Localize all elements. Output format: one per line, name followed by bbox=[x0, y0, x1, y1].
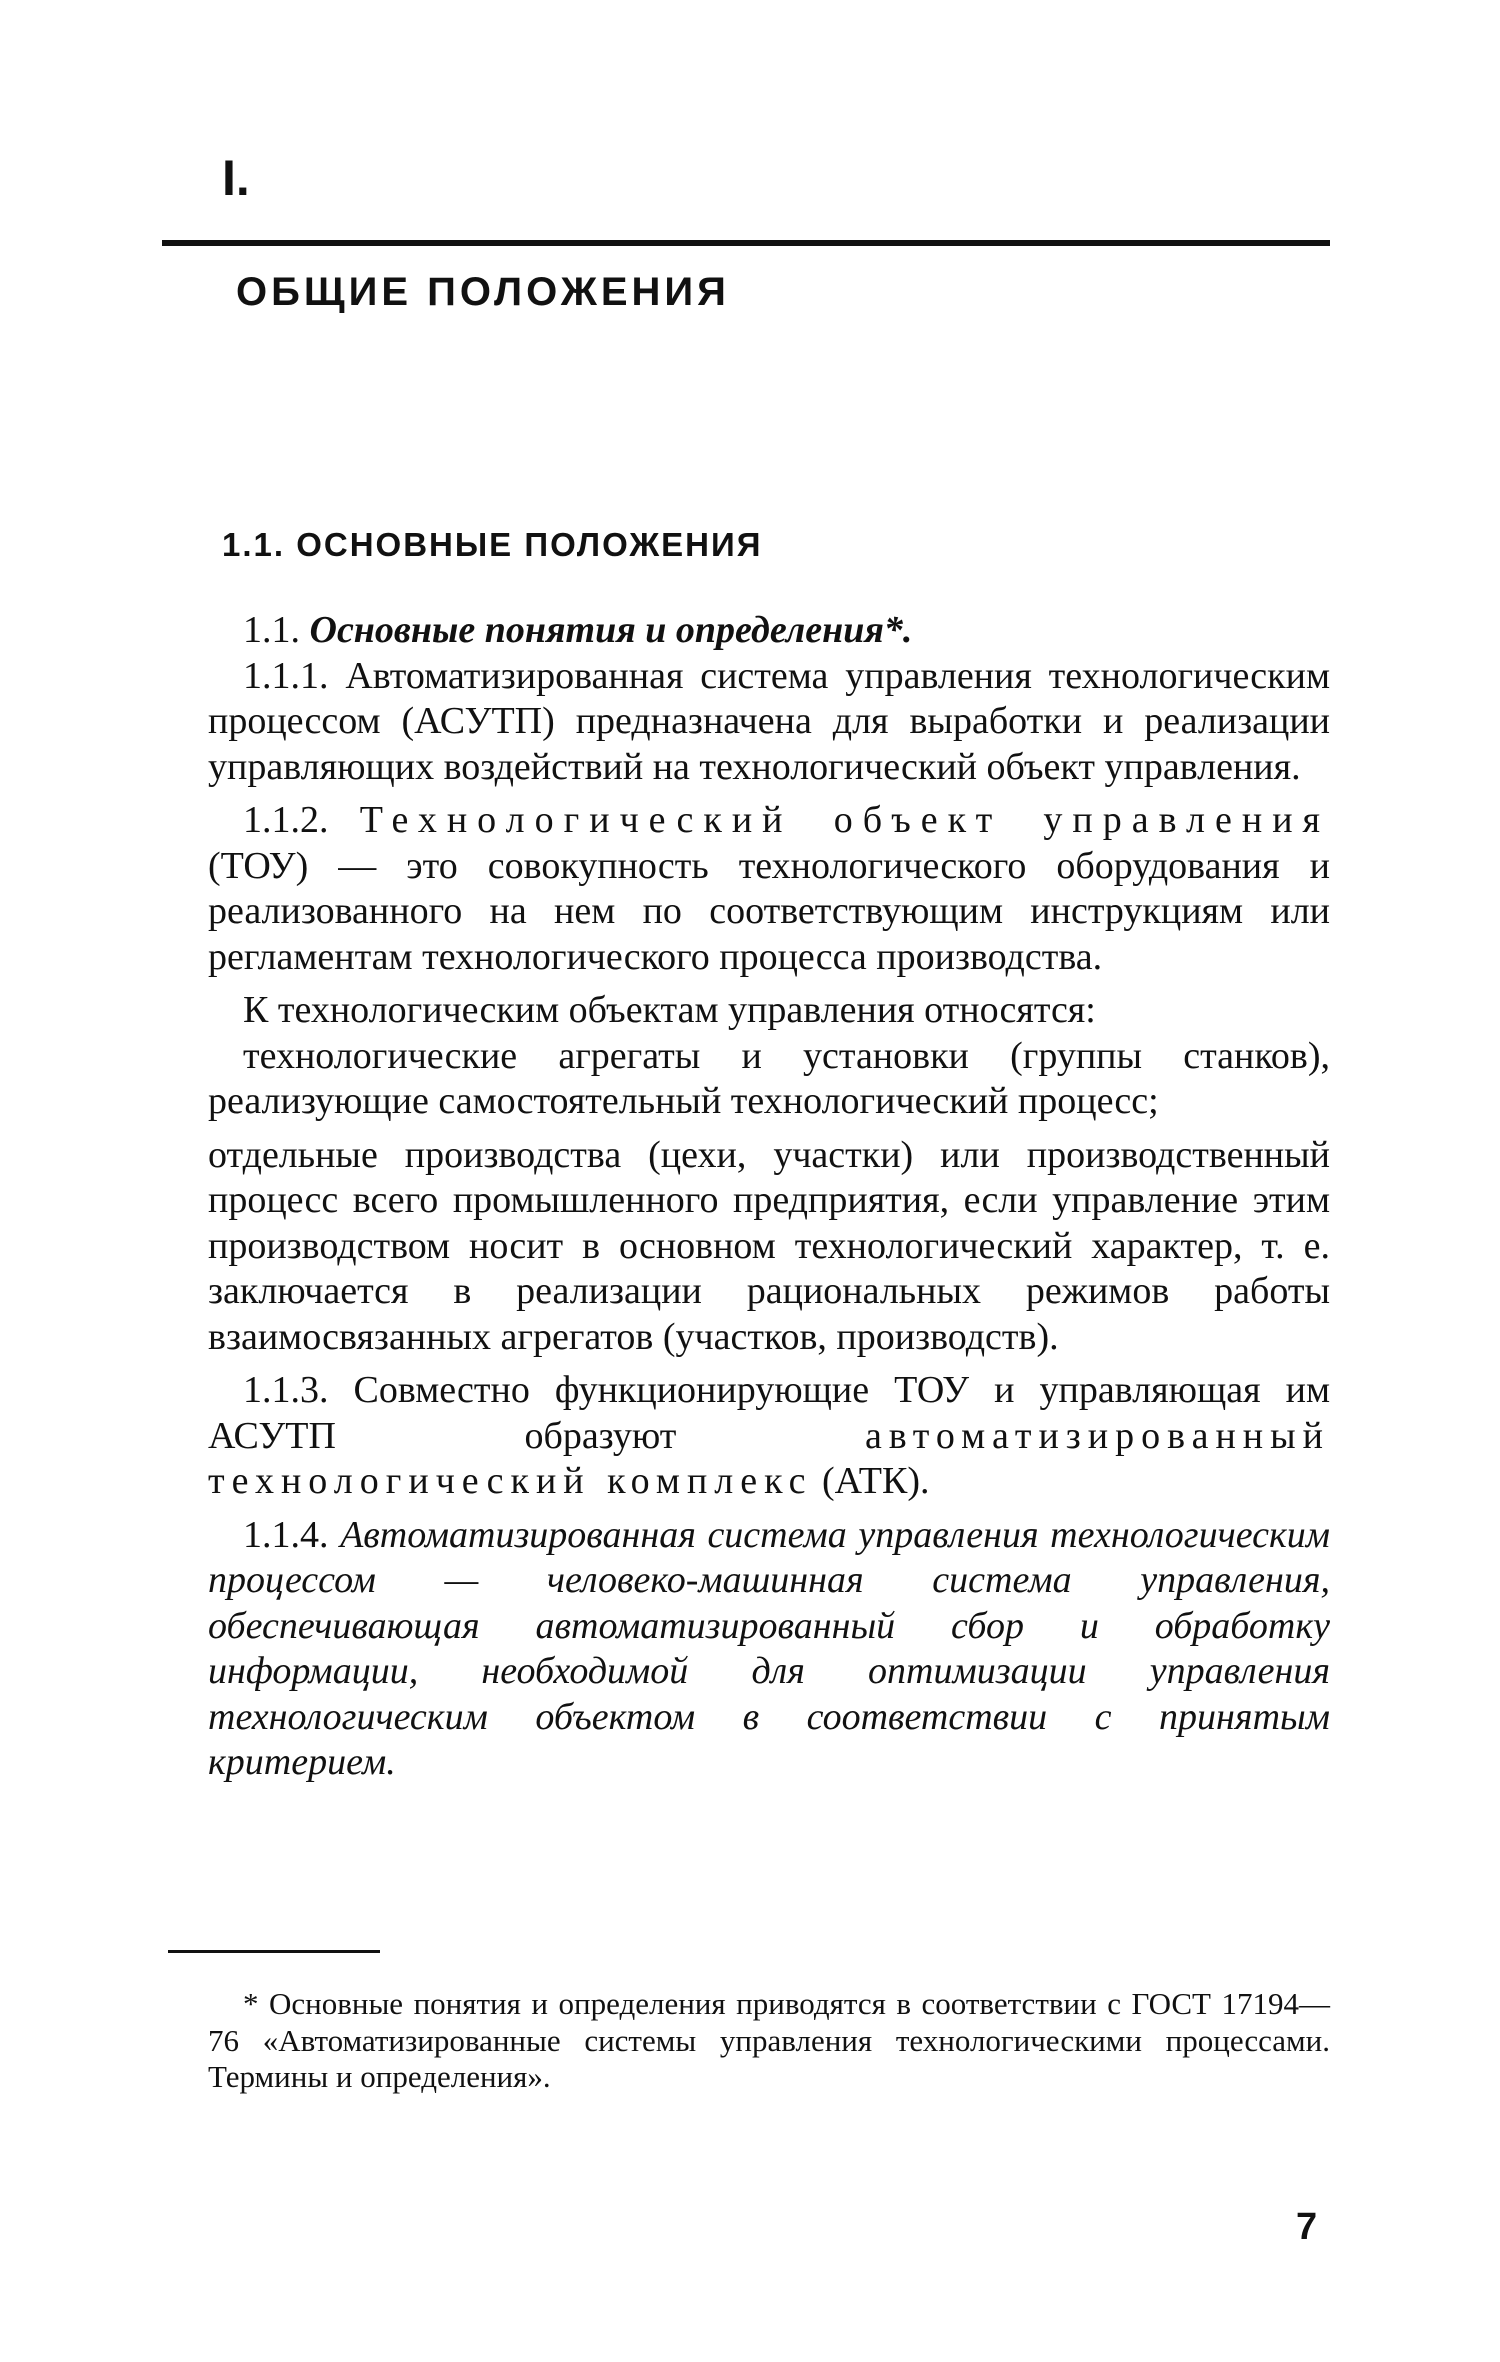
paragraph-1-1-2-number: 1.1.2. bbox=[243, 799, 329, 841]
chapter-number: I. bbox=[222, 150, 250, 206]
section-title: 1.1. ОСНОВНЫЕ ПОЛОЖЕНИЯ bbox=[222, 526, 763, 563]
paragraph-1-1 bbox=[208, 608, 1330, 654]
paragraph-tou-item-1: технологические агрегаты и установки (группы станков), реализующие самостоятельный технологический процесс; bbox=[208, 1034, 1330, 1122]
paragraph-1-1-3-text: 1.1.3. Совместно функционирующие ТОУ и управляющая им АСУТП образуют bbox=[208, 1369, 1330, 1457]
page-number: 7 bbox=[1296, 2206, 1318, 2248]
footnote bbox=[208, 1986, 1330, 2096]
paragraph-1-1-2-text: (ТОУ) — это совокупность технологического оборудования и реализованного на нем по соответствующим инструкциям или регламентам технологического процесса производства. bbox=[208, 844, 1330, 978]
body-text bbox=[208, 608, 1330, 1786]
paragraph-1-1-3 bbox=[208, 1368, 1330, 1505]
paragraph-1-1-3-term: автоматизированный технологический комплекс bbox=[208, 1414, 1330, 1502]
paragraph-1-1-number: 1.1. bbox=[243, 609, 300, 651]
paragraph-1-1-1: 1.1.1. Автоматизированная система управления технологическим процессом (АСУТП) предназначена для выработки и реализации управляющих воздействий на технологический объект управления. bbox=[208, 654, 1330, 788]
chapter-title: ОБЩИЕ ПОЛОЖЕНИЯ bbox=[236, 270, 730, 314]
paragraph-1-1-2-term: Технологический объект управления bbox=[359, 799, 1331, 841]
paragraph-1-1-2 bbox=[208, 798, 1330, 980]
chapter-rule bbox=[162, 240, 1330, 246]
paragraph-tou-intro: К технологическим объектам управления относятся: bbox=[243, 989, 1096, 1031]
paragraph-1-1-4-number: 1.1.4. bbox=[243, 1513, 329, 1556]
footnote-rule bbox=[168, 1950, 380, 1953]
paragraph-1-1-4-text: Автоматизированная система управления технологическим процессом — человеко-машинная система управления, обеспечивающая автоматизированный сбор и обработку информации, необходимой для оптимизации управления технологическим объектом в соответствии с принятым критерием. bbox=[208, 1513, 1330, 1783]
paragraph-1-1-3-abbr: (АТК). bbox=[822, 1460, 930, 1502]
footnote-text: * Основные понятия и определения приводятся в соответствии с ГОСТ 17194—76 «Автоматизированные системы управления технологическими процессами. Термины и определения». bbox=[208, 1986, 1330, 2094]
paragraph-1-1-4 bbox=[208, 1513, 1330, 1786]
paragraph-1-1-heading: Основные понятия и определения*. bbox=[309, 609, 913, 651]
paragraph-tou-item-2: отдельные производства (цехи, участки) или производственный процесс всего промышленного предприятия, если управление этим производством носит в основном технологический характер, т. е. заключается в реализации рациональных режимов работы взаимосвязанных агрегатов (участков, производств). bbox=[208, 1133, 1330, 1358]
